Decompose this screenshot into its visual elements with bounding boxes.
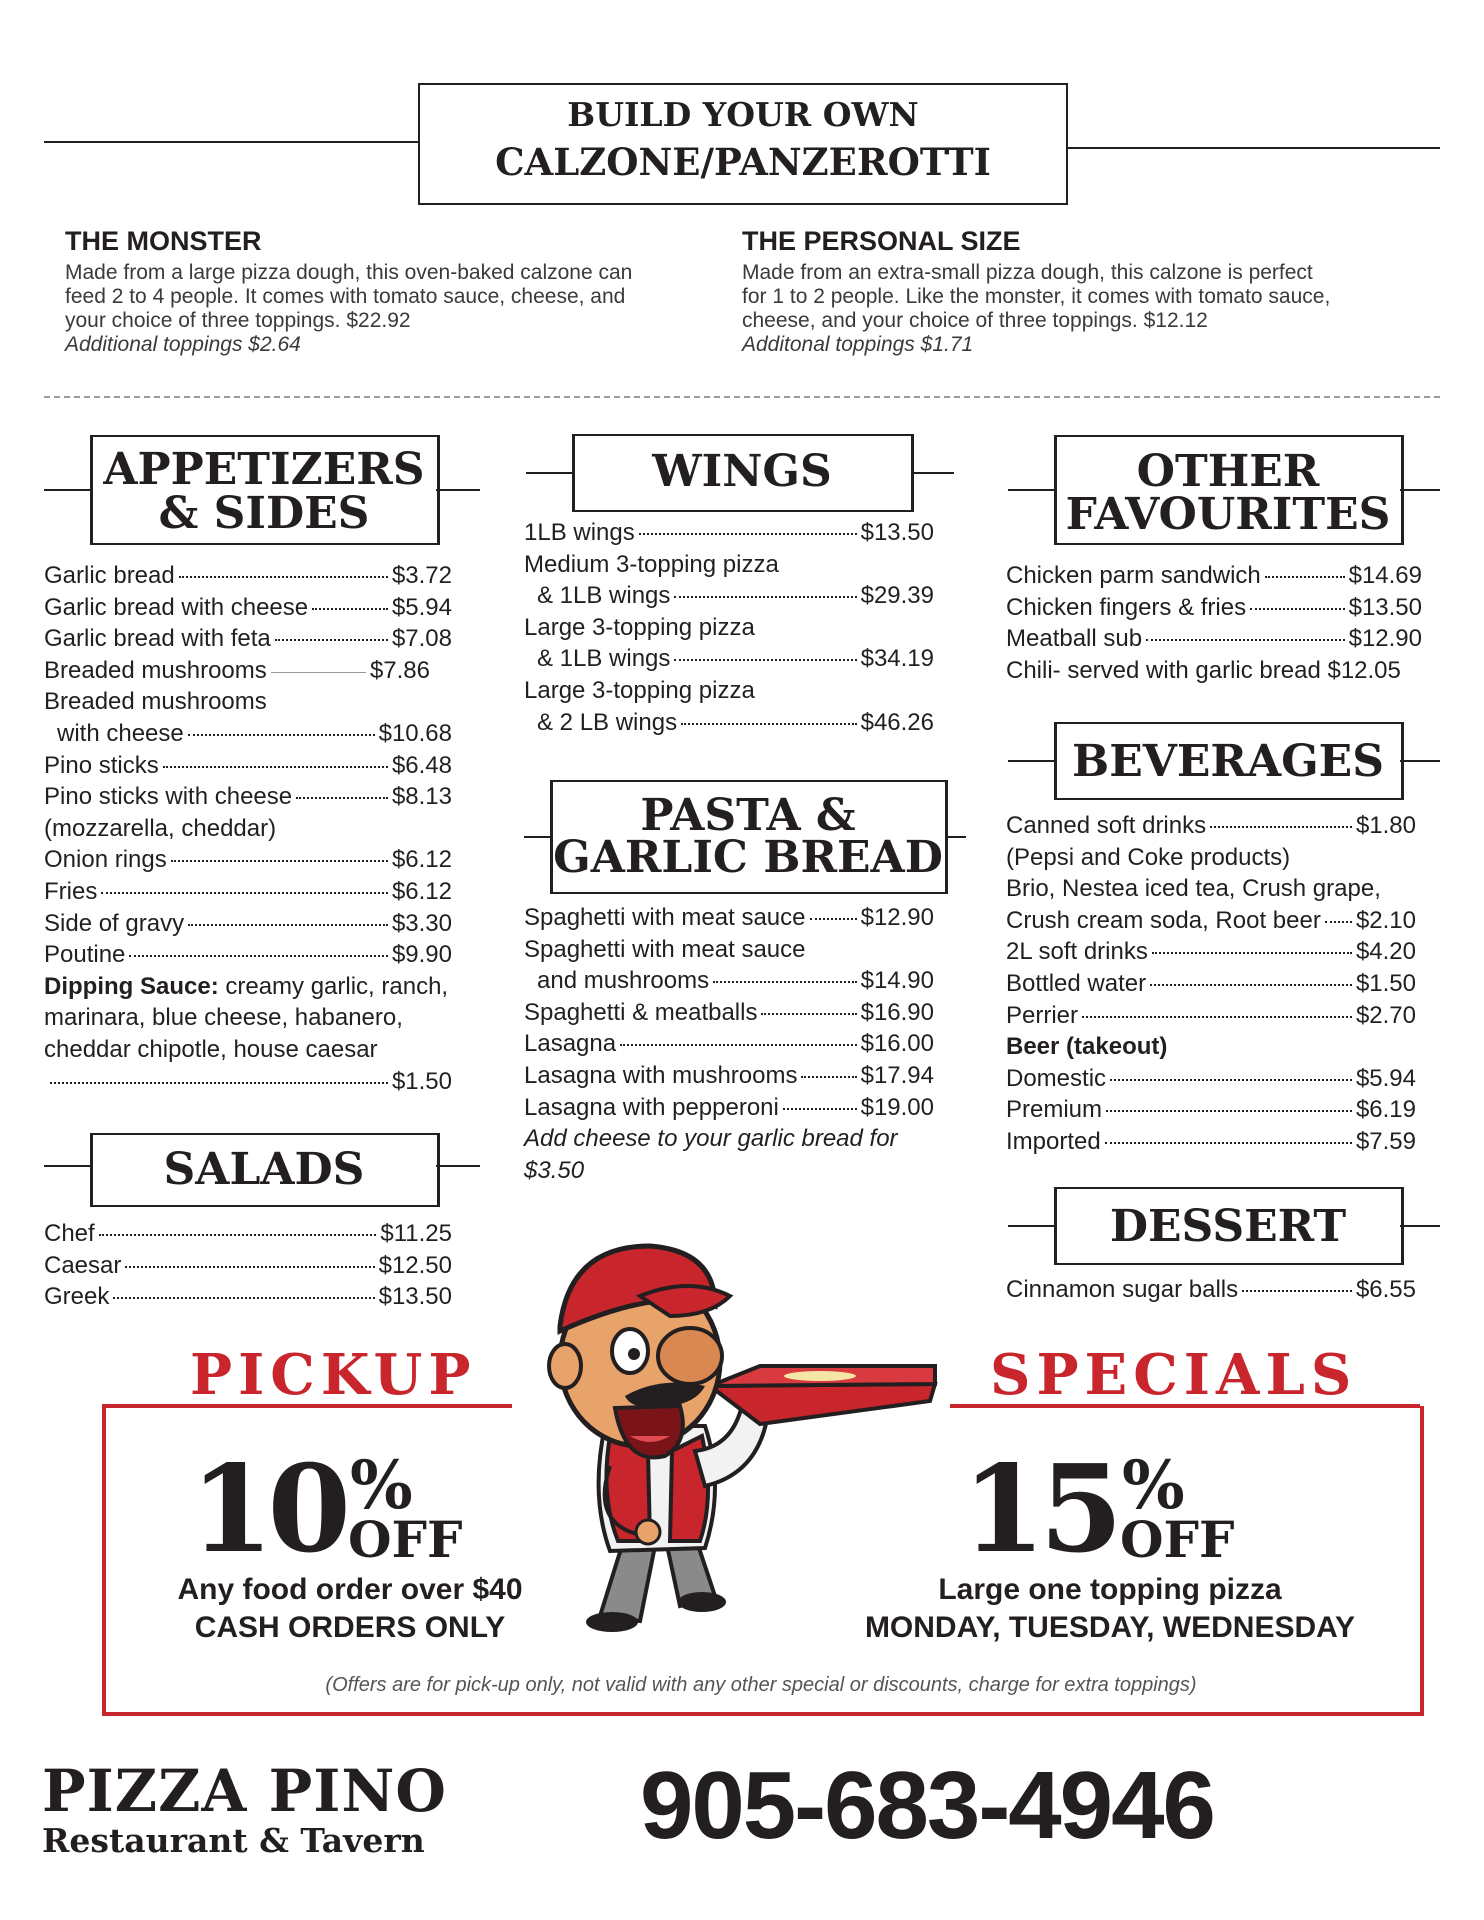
list-item: Side of gravy $3.30 [44, 909, 452, 937]
offer-line2: MONDAY, TUESDAY, WEDNESDAY [864, 1611, 1356, 1644]
list-item: Lasagna with pepperoni $19.00 [524, 1093, 934, 1121]
brand-subtitle: Restaurant & Tavern [42, 1821, 425, 1860]
list-item: Fries $6.12 [44, 877, 452, 905]
specials-title: SPECIALS [990, 1342, 1358, 1408]
list-item: Chili- served with garlic bread $12.05 [1006, 656, 1401, 684]
pickup-title: PICKUP [190, 1342, 477, 1408]
list-item: Garlic bread with cheese $5.94 [44, 593, 452, 621]
offer-line2: CASH ORDERS ONLY [194, 1611, 506, 1644]
dashed-divider [44, 396, 1440, 398]
offer-off: OFF [1120, 1510, 1235, 1569]
list-item: 2L soft drinks $4.20 [1006, 938, 1416, 966]
calzone-title: THE MONSTER [65, 226, 262, 256]
list-item: Bottled water $1.50 [1006, 969, 1416, 997]
list-item: with cheese $10.68 [57, 719, 452, 747]
other-list [1006, 560, 1422, 686]
list-item: Lasagna $16.00 [524, 1030, 934, 1058]
list-item: Spaghetti with meat sauce $12.90 [524, 904, 934, 931]
list-item: 1LB wings $13.50 [524, 519, 934, 546]
pasta-note: Add cheese to your garlic bread for [524, 1125, 898, 1153]
dipping-sauce: Dipping Sauce: creamy garlic, ranch, [44, 972, 449, 1000]
list-item: Spaghetti with meat sauce [524, 935, 806, 963]
list-item: Large 3-topping pizza [524, 613, 755, 641]
pasta-note-price: $3.50 [524, 1156, 585, 1184]
header-line1: BUILD YOUR OWN [567, 95, 919, 134]
list-item: (mozzarella, cheddar) [44, 814, 277, 842]
list-item: Pino sticks $6.48 [44, 751, 452, 779]
list-item: $1.50 [44, 1066, 452, 1098]
dessert-list [1006, 1274, 1416, 1306]
list-item: (Pepsi and Coke products) [1006, 843, 1291, 871]
beverages-list [1006, 810, 1416, 1158]
salads-list [44, 1218, 452, 1313]
list-item: & 1LB wings $29.39 [537, 582, 934, 610]
appetizers-list: Garlic bread $3.72 Garlic bread with cheese $5.94 Garlic bread with feta $7.08 Breaded mushrooms $7.86 Breaded mushrooms with cheese $10.68 Pino sticks $6.48 Pino sticks with cheese $8.13 (mozzarella, cheddar) Onion rings $6.12 Fries $6.12 Side of gravy $3.30 Poutine $9.90 Dipping Sauce: creamy garlic, ranch, marinara, blue cheese, habanero, cheddar chipotle, house caesar $1.50 [44, 560, 452, 1097]
calzone-personal: THE PERSONAL SIZE Made from an extra-small pizza dough, this calzone is perfect for 1 to 2 people. Like the monster, it comes with tomato sauce, cheese, and your choice of three toppings. $12.12 Additonal toppings $1.71 [742, 226, 1422, 357]
list-item: & 1LB wings $34.19 [537, 645, 934, 673]
list-item: & 2 LB wings $46.26 [537, 708, 934, 736]
list-item: Domestic $5.94 [1006, 1064, 1416, 1092]
list-item: Breaded mushrooms [44, 688, 267, 716]
list-item: Perrier $2.70 [1006, 1001, 1416, 1029]
header-line2: CALZONE/PANZEROTTI [495, 140, 991, 184]
beer-label: Beer (takeout) [1006, 1033, 1168, 1061]
list-item: Cinnamon sugar balls $6.55 [1006, 1276, 1416, 1303]
offer-off: OFF [348, 1510, 463, 1569]
list-item: Greek $13.50 [44, 1283, 452, 1311]
wings-list [524, 517, 934, 738]
list-item: Imported $7.59 [1006, 1127, 1416, 1155]
calzone-monster: THE MONSTER Made from a large pizza dough, this oven-baked calzone can feed 2 to 4 people. It comes with tomato sauce, cheese, and your choice of three toppings. $22.92 Additional toppings $2.64 [65, 226, 685, 357]
phone-number[interactable]: 905-683-4946 [640, 1752, 1214, 1859]
list-item: Garlic bread with feta $7.08 [44, 625, 452, 653]
list-item: Meatball sub $12.90 [1006, 625, 1422, 653]
list-item: Poutine $9.90 [44, 941, 452, 969]
list-item: Caesar $12.50 [44, 1251, 452, 1279]
list-item: Brio, Nestea iced tea, Crush grape, [1006, 875, 1381, 903]
list-item: Pino sticks with cheese $8.13 [44, 783, 452, 811]
list-item: Onion rings $6.12 [44, 846, 452, 874]
list-item: Medium 3-topping pizza [524, 550, 779, 578]
offer-percent: % [350, 1446, 413, 1524]
list-item: Premium $6.19 [1006, 1096, 1416, 1124]
pizza-chef-mascot-icon [530, 1236, 940, 1636]
list-item: Breaded mushrooms $7.86 [44, 656, 430, 684]
list-item: Crush cream soda, Root beer $2.10 [1006, 906, 1416, 934]
list-item: Lasagna with mushrooms $17.94 [524, 1061, 934, 1089]
list-item: Garlic bread $3.72 [44, 562, 452, 589]
offer-line1: Any food order over $40 [177, 1573, 523, 1606]
list-item: and mushrooms $14.90 [537, 967, 934, 995]
offer-number: 10 [190, 1439, 345, 1580]
brand-name: PIZZA PINO [42, 1757, 447, 1825]
list-item: Chef $11.25 [44, 1220, 452, 1247]
offer-number: 15 [962, 1439, 1117, 1580]
offer-line1: Large one topping pizza [938, 1573, 1282, 1606]
list-item: Spaghetti & meatballs $16.90 [524, 998, 934, 1026]
list-item: Large 3-topping pizza [524, 676, 755, 704]
pasta-list [524, 902, 934, 1186]
promo-disclaimer: (Offers are for pick-up only, not valid with any other special or discounts, charge for extra toppings) [325, 1674, 1197, 1696]
list-item: Chicken fingers & fries $13.50 [1006, 593, 1422, 621]
list-item: Canned soft drinks $1.80 [1006, 812, 1416, 839]
list-item: Chicken parm sandwich $14.69 [1006, 562, 1422, 589]
offer-percent: % [1122, 1446, 1185, 1524]
calzone-title: THE PERSONAL SIZE [742, 226, 1021, 256]
